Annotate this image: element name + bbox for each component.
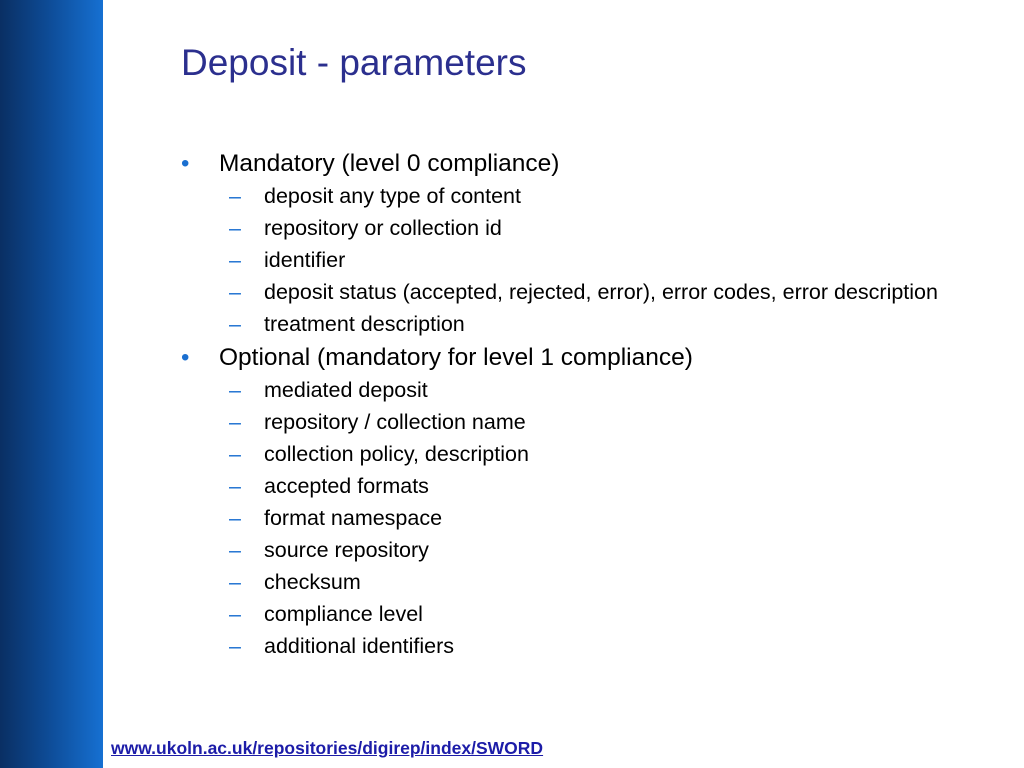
bullet-label: Optional (mandatory for level 1 compliance): [219, 344, 693, 371]
sub-item-label: compliance level: [264, 602, 423, 626]
sub-item-label: format namespace: [264, 506, 443, 530]
footer-link[interactable]: www.ukoln.ac.uk/repositories/digirep/index/SWORD: [111, 738, 544, 758]
slide-title: Deposit - parameters: [181, 42, 527, 83]
dash-icon: –: [229, 506, 241, 530]
dash-icon: –: [229, 184, 241, 208]
sub-item: [181, 244, 954, 276]
sub-item: [181, 180, 954, 212]
sub-item-label: repository or collection id: [264, 216, 502, 240]
sub-item-label: treatment description: [264, 312, 465, 336]
bullet-optional: [181, 341, 981, 374]
sub-item: [181, 534, 954, 566]
sub-item: [181, 276, 954, 308]
dash-icon: –: [229, 570, 241, 594]
sub-item-label: deposit any type of content: [264, 184, 521, 208]
sub-item: [181, 406, 954, 438]
sub-item: [181, 374, 954, 406]
sub-item-label: additional identifiers: [264, 634, 455, 658]
dash-icon: –: [229, 312, 241, 336]
sidebar-gradient-bar: [0, 0, 103, 768]
dash-icon: –: [229, 602, 241, 626]
sub-item-label: deposit status (accepted, rejected, error), error codes, error description: [264, 280, 938, 304]
dash-icon: –: [229, 410, 241, 434]
sub-item-label: accepted formats: [264, 474, 429, 498]
sub-item: [181, 470, 954, 502]
bullet-label: Mandatory (level 0 compliance): [219, 150, 560, 177]
sub-item-label: collection policy, description: [264, 442, 529, 466]
bullet-icon: •: [181, 150, 190, 177]
dash-icon: –: [229, 474, 241, 498]
sub-item-label: checksum: [264, 570, 361, 594]
sub-item: [181, 598, 954, 630]
dash-icon: –: [229, 378, 241, 402]
sub-item-label: identifier: [264, 248, 346, 272]
dash-icon: –: [229, 216, 241, 240]
sub-item: [181, 438, 954, 470]
sub-item-label: mediated deposit: [264, 378, 428, 402]
sub-item: [181, 308, 954, 340]
bullet-icon: •: [181, 344, 190, 371]
sub-item: [181, 630, 954, 662]
sub-item-label: repository / collection name: [264, 410, 526, 434]
slide-content: [181, 146, 981, 662]
sub-item-label: source repository: [264, 538, 429, 562]
dash-icon: –: [229, 442, 241, 466]
dash-icon: –: [229, 634, 241, 658]
dash-icon: –: [229, 280, 241, 304]
dash-icon: –: [229, 538, 241, 562]
sub-item: [181, 212, 954, 244]
sub-item: [181, 502, 954, 534]
bullet-mandatory: [181, 147, 981, 180]
sub-item: [181, 566, 954, 598]
dash-icon: –: [229, 248, 241, 272]
